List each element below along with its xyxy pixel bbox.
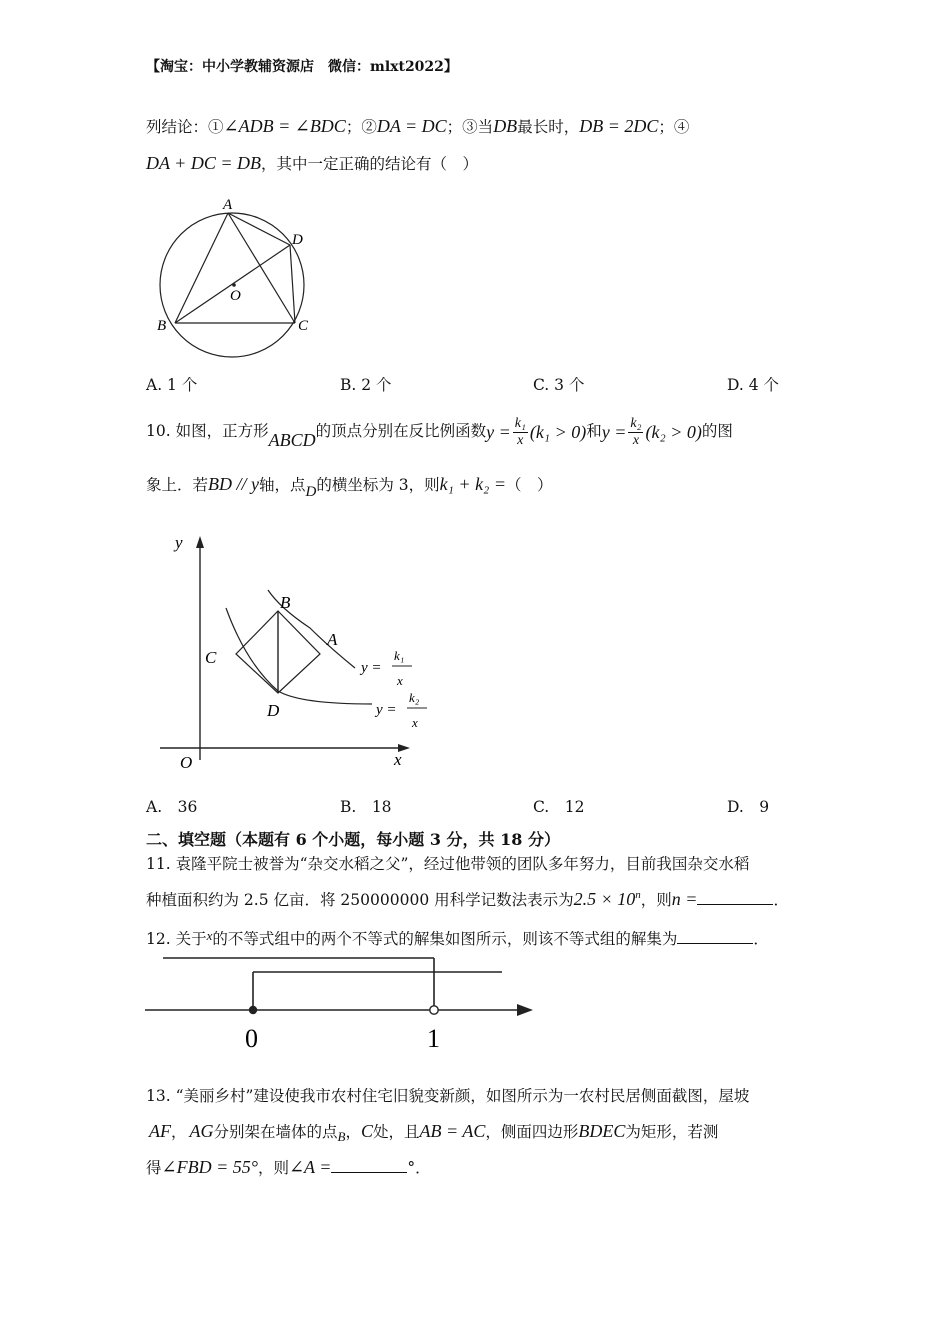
q10-and: 和 — [586, 422, 602, 441]
q9-conclusion-3: DB = 2DC — [579, 116, 659, 136]
q9-prefix: 列结论：① — [146, 118, 224, 136]
q10-graph-figure — [150, 528, 440, 778]
q13-b: B — [337, 1129, 346, 1144]
q11-text: 种植面积约为 2.5 亿亩．将 250000000 用科学记数法表示为 — [146, 891, 574, 909]
q13-answer-blank[interactable] — [331, 1158, 407, 1173]
q12-open-dot — [430, 1006, 438, 1014]
q10-number: 10. 如图，正方形 — [146, 422, 269, 441]
q10-option-b[interactable]: B. 18 — [340, 798, 392, 816]
q10-label-A: A — [327, 630, 338, 649]
q9-circle-figure — [150, 190, 320, 365]
q9-center-dot — [232, 283, 236, 287]
q10-l2d: D — [305, 484, 317, 500]
q9-longest: 最长时， — [517, 118, 580, 136]
q12-c: 的不等式组中的两个不等式的解集如图所示，则该不等式组的解集为 — [212, 930, 678, 948]
q10-curve1-den: x — [397, 673, 403, 688]
q10-curve2-den: x — [412, 715, 418, 730]
q9-line2 — [146, 154, 478, 173]
q10-curve2-num: k₂ — [409, 690, 420, 705]
q10-text-end: 的图 — [701, 422, 733, 441]
q10-curve-k2 — [226, 608, 372, 704]
q13-angle-fbd: ∠FBD = 55° — [161, 1157, 258, 1177]
q9-label-A: A — [223, 197, 233, 213]
q9-option-d[interactable]: D. 4 个 — [727, 376, 780, 394]
q12-d: ． — [753, 930, 769, 948]
q13-line3 — [146, 1158, 431, 1177]
q10-l2g: （ ） — [505, 476, 553, 494]
q13-angle-a: ∠A = — [288, 1157, 332, 1177]
q9-option-b[interactable]: B. 2 个 — [340, 376, 392, 394]
q13-de: 得 — [146, 1159, 162, 1177]
q12-x: x — [206, 928, 213, 943]
q10-curve1-lhs: y = — [361, 660, 382, 676]
q10-text: 的顶点分别在反比例函数 — [315, 422, 487, 441]
q10-l2b: BD // y — [208, 474, 260, 494]
q11-answer-blank[interactable] — [697, 890, 773, 905]
q12-number-line — [140, 950, 550, 1060]
q12-answer-blank[interactable] — [677, 929, 753, 944]
q13-text2: 处，且 — [373, 1123, 420, 1141]
q10-option-a[interactable]: A. 36 — [146, 798, 198, 816]
q10-line2 — [146, 474, 553, 500]
q13-af: AF — [149, 1121, 171, 1141]
q9-conclusion-1: ∠ADB = ∠BDC — [223, 116, 346, 136]
q12-line — [146, 929, 769, 948]
q10-curve2-lhs: y = — [376, 702, 397, 718]
q13-line2 — [146, 1121, 719, 1144]
q10-option-c[interactable]: C. 12 — [533, 798, 585, 816]
q10-eq1-condition: (k₁ > 0) — [529, 422, 587, 442]
q13-text1: 分别架在墙体的点 — [213, 1123, 338, 1141]
page-header: 【淘宝：中小学教辅资源店 微信：mlxt2022】 — [146, 59, 458, 75]
q9-label-C: C — [298, 318, 309, 334]
q12-closed-dot — [249, 1006, 257, 1014]
q10-l2c: 轴，点 — [259, 476, 306, 494]
q10-label-D: D — [267, 701, 280, 720]
q10-label-C: C — [205, 648, 217, 667]
q10-l2e: 的横坐标为 3，则 — [316, 476, 440, 494]
q13-degree: °． — [407, 1159, 431, 1177]
q10-l2f: k₁ + k₂ = — [439, 474, 506, 494]
q13-comma2: ， — [345, 1123, 361, 1141]
q10-option-d[interactable]: D. 9 — [727, 798, 770, 816]
q9-question: ，其中一定正确的结论有（ ） — [260, 155, 478, 173]
q11-period: ． — [773, 891, 789, 909]
q9-conclusion-2: DA = DC — [376, 116, 447, 136]
q10-square-name: ABCD — [268, 430, 316, 450]
q13-text4: 为矩形，若测 — [625, 1123, 719, 1141]
q9-sep3: ；④ — [658, 118, 690, 136]
q10-eq2-lhs: y = — [601, 422, 627, 442]
q10-label-B: B — [280, 593, 291, 612]
q10-line1 — [146, 412, 733, 452]
q9-option-a[interactable]: A. 1 个 — [146, 376, 198, 394]
q13-c: C — [361, 1121, 374, 1141]
q10-eq2-fraction: $\frac{\text{k₂}}{x}$ — [630, 416, 642, 448]
q11-scientific: $2.5 \times 10^n$ — [573, 889, 641, 909]
q13-then: ，则 — [257, 1159, 289, 1177]
q11-line1: 11. 袁隆平院士被誉为“杂交水稻之父”，经过他带领的团队多年努力，目前我国杂交水稻 — [146, 855, 750, 873]
q10-eq1-fraction: $\frac{\text{k₁}}{x}$ — [514, 416, 526, 448]
q9-db: DB — [493, 116, 518, 136]
q13-bdec: BDEC — [578, 1121, 626, 1141]
q9-sep2: ；③当 — [446, 118, 494, 136]
q10-eq2-condition: (k₂ > 0) — [645, 422, 702, 442]
q11-then: ，则 — [640, 891, 672, 909]
q11-n: n = — [671, 889, 698, 909]
q11-line2 — [146, 890, 789, 909]
q10-eq1-lhs: y = — [486, 422, 511, 442]
q10-label-y: y — [175, 533, 183, 552]
q9-label-O: O — [230, 288, 241, 304]
q10-l2a: 象上．若 — [146, 476, 209, 494]
q13-ag: AG — [189, 1121, 214, 1141]
q10-label-O: O — [180, 753, 193, 772]
q10-label-x: x — [394, 750, 402, 769]
q12-tick-1: 1 — [427, 1024, 440, 1053]
q12-tick-0: 0 — [245, 1024, 258, 1053]
q13-comma1: ， — [171, 1123, 187, 1141]
q9-sep1: ；② — [345, 118, 377, 136]
q13-text3: ，侧面四边形 — [485, 1123, 579, 1141]
q9-label-D: D — [292, 232, 303, 248]
q12-a: 12. 关于 — [146, 930, 207, 948]
q9-conclusion-4: DA + DC = DB — [146, 153, 261, 173]
q9-conclusions-line — [146, 117, 689, 136]
q10-curve1-num: k₁ — [394, 648, 405, 663]
q9-option-c[interactable]: C. 3 个 — [533, 376, 585, 394]
q13-ab-ac: AB = AC — [419, 1121, 486, 1141]
q13-line1: 13. “美丽乡村”建设使我市农村住宅旧貌变新颜，如图所示为一农村民居侧面截图，屋坡 — [146, 1087, 750, 1105]
section2-title: 二、填空题（本题有 6 个小题，每小题 3 分，共 18 分） — [146, 830, 560, 849]
q9-label-B: B — [157, 318, 167, 334]
